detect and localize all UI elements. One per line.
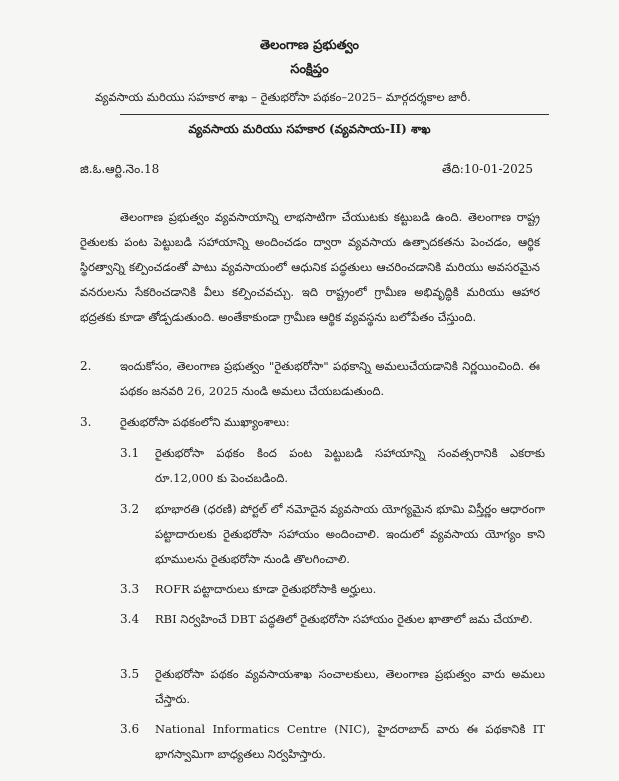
point-3-4-number: 3.4 — [120, 612, 140, 626]
government-title: తెలంగాణ ప్రభుత్వం — [260, 38, 359, 53]
point-3-1-text: రైతుభరోసా పథకం కింద పంట పెట్టుబడి సహాయాన్ని సంవత్సరానికి ఎకరాకు రూ.12,000 కు పెంచబడింది. — [155, 446, 545, 485]
paragraph-1: తెలంగాణ ప్రభుత్వం వ్యవసాయాన్ని లాభసాటిగా చేయుటకు కట్టుబడి ఉంది. తెలంగాణ రాష్ట్ర రైతులకు పంట పెట్టుబడి సహాయాన్ని అందించడం ద్వారా వ్యవసాయ ఉత్పాదకతను పెంచడం, ఆర్థిక స్థిరత్వాన్ని కల్పించడంతో పాటు వ్యవసాయంలో ఆధునిక పద్ధతులు ఆచరించడానికి మరియు అవసరమైన వనరులను సేకరించడానికి వీలు కల్పించవచ్చు. ఇది రాష్ట్రంలో గ్రామీణ అభివృద్ధికి మరియు ఆహార భద్రతకు కూడా తోడ్పడుతుంది. అంతేకాకుండా గ్రామీణ ఆర్థిక వ్యవస్థను బలోపేతం చేస్తుంది. — [80, 210, 540, 324]
point-3-5-number: 3.5 — [120, 667, 140, 681]
divider — [120, 114, 549, 115]
point-3-5-text: రైతుభరోసా పథకం వ్యవసాయశాఖ సంచాలకులు, తెలంగాణ ప్రభుత్వం వారు అమలు చేస్తారు. — [155, 667, 545, 706]
order-date: తేది:10-01-2025 — [442, 162, 534, 176]
paragraph-2-text: ఇందుకోసం, తెలంగాణ ప్రభుత్వం "రైతుభరోసా" పథకాన్ని అమలుచేయడానికి నిర్ణయించింది. ఈ పథకం జనవరి 26, 2025 నుండి అమలు చేయబడుతుంది. — [120, 359, 540, 398]
point-3-1-number: 3.1 — [120, 446, 140, 460]
paragraph-3-number: 3. — [80, 415, 92, 429]
abstract-title: సంక్షిప్తం — [290, 62, 329, 77]
point-3-2-number: 3.2 — [120, 502, 140, 516]
point-3-4-text: RBI నిర్వహించే DBT పద్ధతిలో రైతుభరోసా సహాయం రైతుల ఖాతాలో జమ చేయాలి. — [155, 612, 533, 626]
subject-line: వ్యవసాయ మరియు సహకార శాఖ – రైతుభరోసా పథకం–2025– మార్గదర్శకాల జారీ. — [95, 90, 471, 104]
order-number: జి.ఓ.ఆర్టి.నెం.18 — [80, 162, 160, 176]
paragraph-2-number: 2. — [80, 359, 92, 373]
point-3-2-text: భూభారతి (ధరణి) పోర్టల్ లో నమోదైన వ్యవసాయ యోగ్యమైన భూమి విస్తీర్ణం ఆధారంగా పట్టాదారులకు రైతుభరోసా సహాయం అందించాలి. ఇందులో వ్యవసాయ యోగ్యం కాని భూములను రైతుభరోసా నుండి తొలగించాలి. — [155, 502, 545, 566]
point-3-6-text: National Informatics Centre (NIC), హైదరాబాద్ వారు ఈ పథకానికి IT భాగస్వామిగా బాధ్యతలు నిర్వహిస్తారు. — [155, 722, 545, 761]
point-3-3-text: ROFR పట్టాదారులు కూడా రైతుభరోసాకి అర్హులు. — [155, 582, 377, 596]
point-3-3-number: 3.3 — [120, 582, 140, 596]
point-3-6-number: 3.6 — [120, 722, 140, 736]
department-heading: వ్యవసాయ మరియు సహకార (వ్యవసాయ-II) శాఖ — [188, 122, 431, 136]
paragraph-3-text: రైతుభరోసా పథకంలోని ముఖ్యాంశాలు: — [120, 415, 290, 429]
